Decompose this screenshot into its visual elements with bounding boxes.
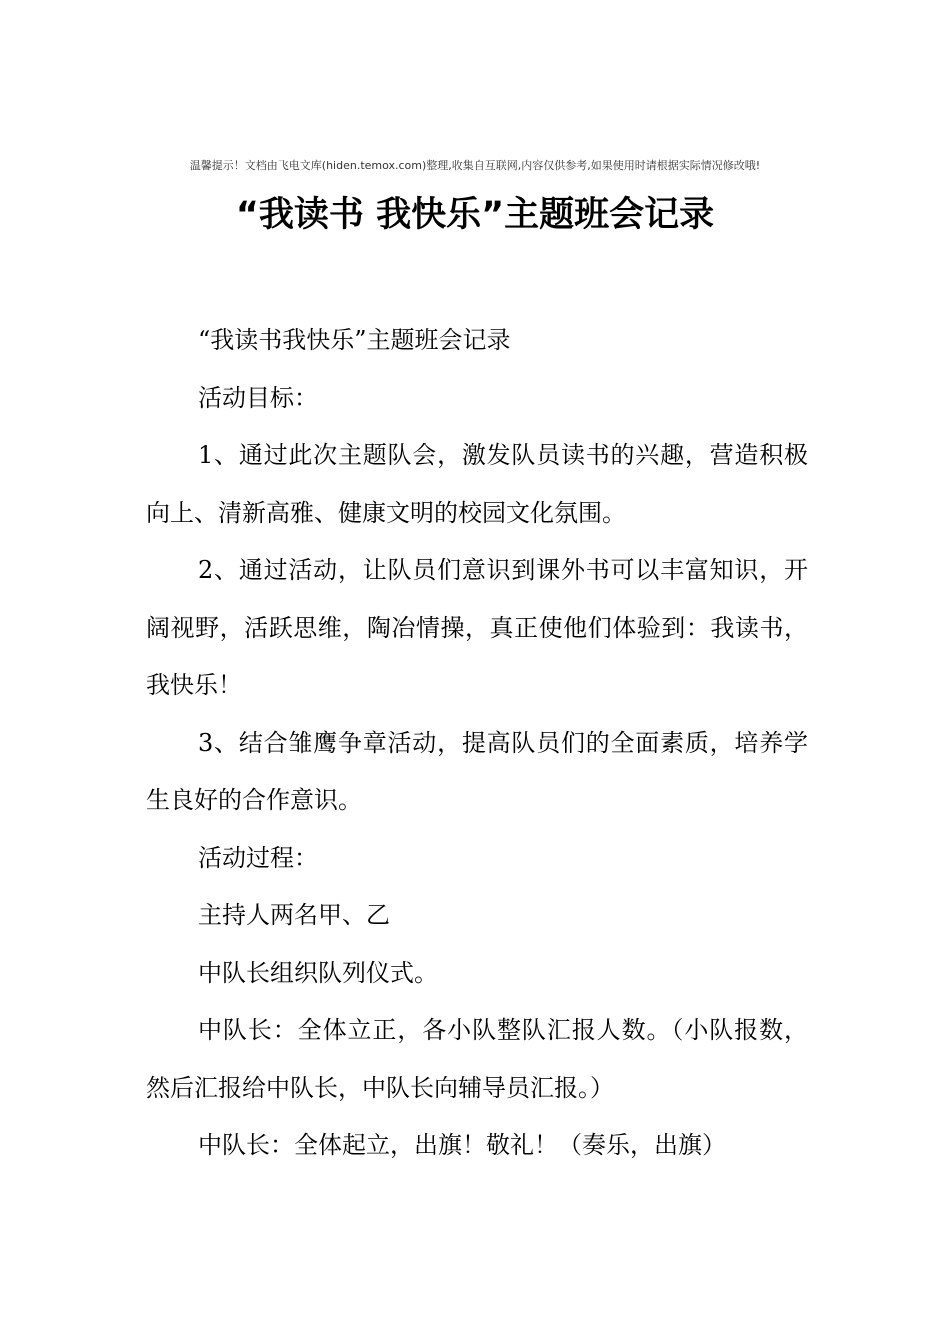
goal-item-3: 3、结合雏鹰争章活动，提高队员们的全面素质，培养学生良好的合作意识。 (146, 728, 808, 814)
section-heading-process: 活动过程： (198, 843, 318, 872)
process-paragraph: 中队长组织队列仪式。 (198, 958, 438, 987)
process-paragraph: 中队长：全体立正，各小队整队汇报人数。（小队报数，然后汇报给中队长，中队长向辅导员汇报。） (146, 1016, 808, 1102)
process-paragraph: 中队长：全体起立，出旗！敬礼！（奏乐，出旗） (198, 1131, 726, 1159)
process-paragraph: 主持人两名甲、乙 (198, 901, 390, 929)
header-notice: 温馨提示！文档由飞电文库(hiden.temox.com)整理,收集自互联网,内容仅供参考,如果使用时请根据实际情况修改哦! (189, 159, 761, 172)
subtitle-paragraph: “我读书我快乐”主题班会记录 (198, 326, 511, 354)
section-heading-goals: 活动目标： (198, 383, 318, 412)
document-body (146, 312, 808, 1175)
goal-item-2: 2、通过活动，让队员们意识到课外书可以丰富知识，开阔视野，活跃思维，陶冶情操，真正使他们体验到：我读书，我快乐！ (146, 556, 808, 699)
document-title: “我读书 我快乐”主题班会记录 (235, 195, 715, 235)
goal-item-1: 1、通过此次主题队会，激发队员读书的兴趣，营造积极向上、清新高雅、健康文明的校园文化氛围。 (146, 441, 808, 527)
